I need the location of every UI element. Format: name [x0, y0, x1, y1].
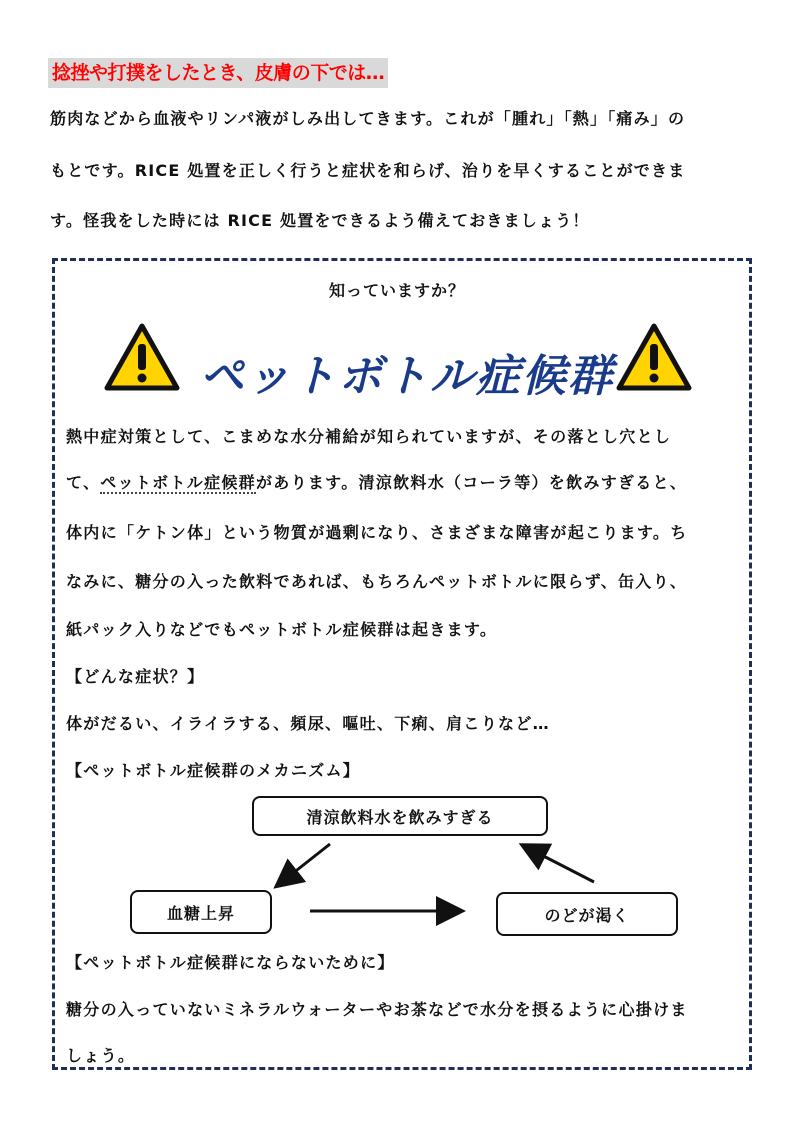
- prevention-heading: 【ペットボトル症候群にならないために】: [66, 953, 395, 972]
- warning-icon: [616, 322, 692, 392]
- flow-node-drink: 清涼飲料水を飲みすぎる: [252, 796, 548, 836]
- para-line-4: なみに、糖分の入った飲料であれば、もちろんペットボトルに限らず、缶入り、: [66, 572, 688, 591]
- flow-node-thirst: のどが渇く: [496, 892, 678, 936]
- symptoms-heading: 【どんな症状？】: [66, 667, 205, 686]
- flow-node-blood-sugar: 血糖上昇: [130, 890, 272, 934]
- para-line-2: [66, 470, 687, 493]
- intro-line-1: 筋肉などから血液やリンパ液がしみ出してきます。これが「腫れ」「熱」「痛み」の: [50, 109, 686, 128]
- page-heading: 捻挫や打撲をしたとき、皮膚の下では…: [48, 58, 388, 88]
- prevention-line-2: しょう。: [66, 1046, 136, 1065]
- box-title: ペットボトル症候群: [200, 351, 614, 402]
- para-line-2-pre: て、: [66, 473, 101, 492]
- para-line-2-post: があります。清涼飲料水（コーラ等）を飲みすぎると、: [255, 473, 688, 492]
- symptoms-text: 体がだるい、イライラする、頻尿、嘔吐、下痢、肩こりなど…: [66, 714, 550, 733]
- intro-line-2: もとです。RICE 処置を正しく行うと症状を和らげ、治りを早くすることができま: [50, 161, 686, 180]
- para-line-1: 熱中症対策として、こまめな水分補給が知られていますが、その落とし穴とし: [66, 427, 672, 446]
- para-line-5: 紙パック入りなどでもペットボトル症候群は起きます。: [66, 620, 498, 639]
- highlighted-term: ペットボトル症候群: [100, 473, 256, 492]
- prevention-line-1: 糖分の入っていないミネラルウォーターやお茶などで水分を摂るように心掛けま: [66, 1000, 688, 1019]
- intro-line-3: す。怪我をした時には RICE 処置をできるよう備えておきましょう！: [50, 211, 590, 230]
- box-question: 知っていますか？: [328, 281, 465, 300]
- para-line-3: 体内に「ケトン体」という物質が過剰になり、さまざまな障害が起こります。ち: [66, 523, 688, 542]
- mechanism-heading: 【ペットボトル症候群のメカニズム】: [66, 761, 361, 780]
- warning-icon: [104, 322, 180, 392]
